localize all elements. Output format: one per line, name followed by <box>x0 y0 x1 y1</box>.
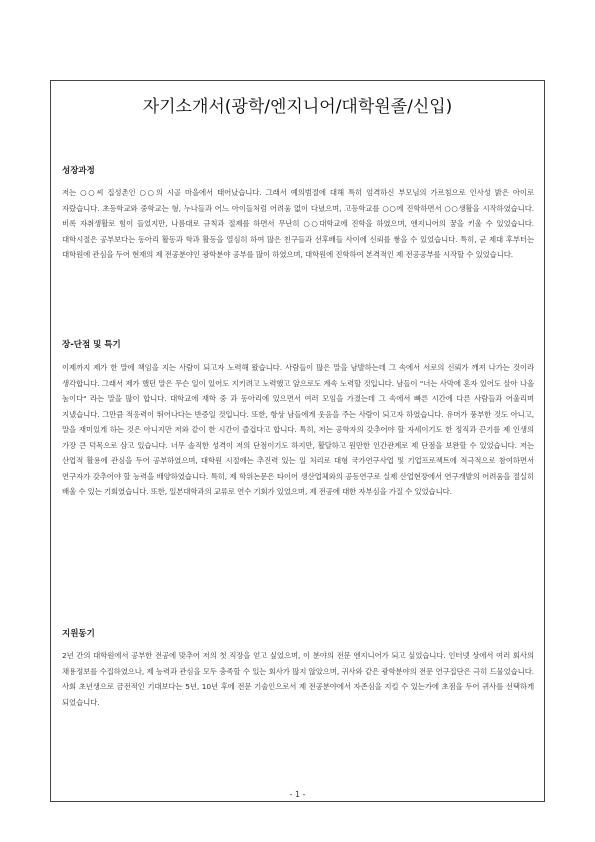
document-title: 자기소개서(광학/엔지니어/대학원졸/신입) <box>142 97 453 117</box>
page-number: - 1 - <box>289 790 306 799</box>
section-body-traits: 이제까지 제가 한 말에 책임을 지는 사람이 되고자 노력해 왔습니다. 사람들이 많은 말을 남발하는데 그 속에서 서로의 신뢰가 깨져 나가는 것이라 생각합니다. 그래서 제가 했던 말은 무슨 일이 있어도 지키려고 노력했고 앞으로도 계속 노력할 것입니다. 남들이 "너는 사막에 혼자 있어도 살아 나올 놈이다" 라는 말을 많이 합니다. 대학교에 재학 중 과 동아리에 있으면서 여러 모임을 가졌는데 그 속에서 빠른 시간에 다른 사람들과 어울리며 지냈습니다. 그만큼 적응력이 뛰어나다는 반증일 것입니다. 또한, 항상 남들에게 웃음을 주는 사람이 되고자 하였습니다. 유머가 풍부한 것도 아니고, 말을 재미있게 하는 것은 아니지만 저와 같이 한 시간이 즐겁다고 합니다. 특히, 저는 공학자의 갖추어야 할 자세이기도 한 정직과 끈기를 제 인생의 가장 큰 덕목으로 삼고 있습니다. 너무 솔직한 성격이 저의 단점이기도 하지만, 활달하고 원만한 인간관계로 제 단점을 보완할 수 있었습니다. 저는 산업적 활용에 관심을 두어 공부하였으며, 대학원 시절에는 추진력 있는 일 처리로 대형 국가연구사업 및 기업프로젝트에 적극적으로 참여하면서 연구자가 갖추어야 할 능력을 배양하였습니다. 특히, 제 학위논문은 타이어 생산업체와의 공동연구로 실제 산업현장에서 연구개발의 어려움을 절실히 배울 수 있는 기회였습니다. 또한, 일본대학과의 교류로 연수 기회가 있었으며, 제 전공에 대한 자부심을 가질 수 있었습니다. <box>62 363 534 496</box>
section-traits <box>62 339 534 500</box>
section-body-motive: 2년 간의 대학원에서 공부한 전공에 맞추어 저의 첫 직장을 얻고 싶었으며, 이 분야의 전문 엔지니어가 되고 싶었습니다. 인터넷 상에서 여러 회사의 채용정보를 수집하였으나, 제 능력과 관심을 모두 충족할 수 있는 회사가 많지 않았으며, 귀사와 같은 광학분야의 전문 연구집단은 극히 드물었습니다. 사회 초년생으로 금전적인 기대보다는 5년, 10년 후에 전문 기술인으로서 제 전공분야에서 자존심을 지킬 수 있는가에 초점을 두어 귀사를 선택하게 되었습니다. <box>62 651 534 707</box>
section-heading-growth: 성장과정 <box>62 166 95 176</box>
section-growth <box>62 165 534 263</box>
section-heading-motive: 지원동기 <box>62 629 95 639</box>
section-body-growth: 저는 ○○씨 집성촌인 ○○의 시골 마을에서 태어났습니다. 그래서 예의범절에 대해 특히 엄격하신 부모님의 가르침으로 인사성 밝은 아이로 자랐습니다. 초등학교와 중학교는 형, 누나들과 어느 아이들처럼 어려움 없이 다녔으며, 고등학교를 ○○에 진학하면서 ○○생활을 시작하였습니다. 비록 자취생활로 힘이 들었지만, 나름대로 규칙과 절제를 하면서 무난히 ○○대학교에 진학을 하였으며, 엔지니어의 꿈을 키울 수 있었습니다. 대학시절은 공부보다는 동아리 활동과 학과 활동을 열심히 하여 많은 친구들과 선후배들 사이에 신뢰를 쌓을 수 있었습니다. 특히, 군 제대 후부터는 대학원에 관심을 두어 현재의 제 전공분야인 광학분야 공부를 많이 하였으며, 대학원에 진학하여 본격적인 제 전공공부를 시작할 수 있었습니다. <box>62 188 534 259</box>
section-heading-traits: 장-단점 및 특기 <box>62 340 121 350</box>
section-motive <box>62 628 534 710</box>
